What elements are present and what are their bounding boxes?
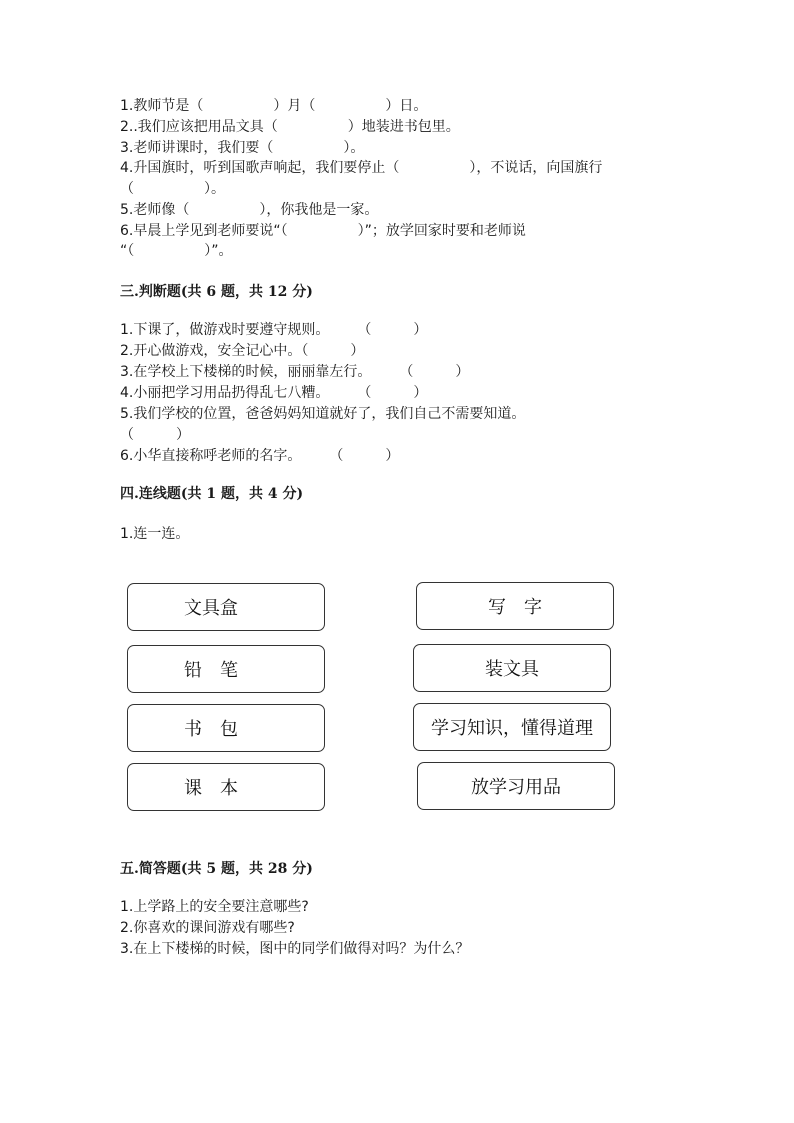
- match-right-item[interactable]: 装文具: [413, 644, 611, 692]
- match-right-item[interactable]: 学习知识，懂得道理: [413, 703, 611, 751]
- match-instruction: 1.连一连。: [120, 526, 190, 542]
- judge-q3: 3.在学校上下楼梯的时候，丽丽靠左行。 （ ）: [120, 364, 470, 380]
- match-heading: 四.连线题(共 1 题，共 4 分): [120, 486, 304, 502]
- fill-blank-q6: 6.早晨上学见到老师要说“（ ）”；放学回家时要和老师说: [120, 223, 526, 239]
- match-left-item[interactable]: 课 本: [127, 763, 325, 811]
- judge-q5-cont: （ ）: [120, 427, 190, 443]
- fill-blank-q4-cont: （ ）。: [120, 181, 225, 197]
- judge-q5: 5.我们学校的位置，爸爸妈妈知道就好了，我们自己不需要知道。: [120, 406, 526, 422]
- judge-q6: 6.小华直接称呼老师的名字。 （ ）: [120, 448, 400, 464]
- judge-q1: 1.下课了，做游戏时要遵守规则。 （ ）: [120, 322, 428, 338]
- fill-blank-q5: 5.老师像（ ），你我他是一家。: [120, 202, 379, 218]
- short-heading: 五.简答题(共 5 题，共 28 分): [120, 861, 313, 877]
- judge-q2: 2.开心做游戏，安全记心中。（ ）: [120, 343, 365, 359]
- match-right-item[interactable]: 放学习用品: [417, 762, 615, 810]
- fill-blank-q2: 2..我们应该把用品文具（ ）地装进书包里。: [120, 119, 460, 135]
- judge-heading: 三.判断题(共 6 题，共 12 分): [120, 284, 313, 300]
- match-left-item[interactable]: 铅 笔: [127, 645, 325, 693]
- short-q2: 2.你喜欢的课间游戏有哪些?: [120, 920, 295, 936]
- short-q3: 3.在上下楼梯的时候，图中的同学们做得对吗？为什么？: [120, 941, 470, 957]
- fill-blank-q1: 1.教师节是（ ）月（ ）日。: [120, 98, 428, 114]
- match-right-item[interactable]: 写 字: [416, 582, 614, 630]
- judge-q4: 4.小丽把学习用品扔得乱七八糟。 （ ）: [120, 385, 428, 401]
- match-left-item[interactable]: 书 包: [127, 704, 325, 752]
- fill-blank-q6-cont: “（ ）”。: [120, 243, 233, 259]
- short-q1: 1.上学路上的安全要注意哪些?: [120, 899, 309, 915]
- match-left-item[interactable]: 文具盒: [127, 583, 325, 631]
- fill-blank-q3: 3.老师讲课时，我们要（ ）。: [120, 140, 365, 156]
- fill-blank-q4: 4.升国旗时，听到国歌声响起，我们要停止（ ），不说话，向国旗行: [120, 160, 603, 176]
